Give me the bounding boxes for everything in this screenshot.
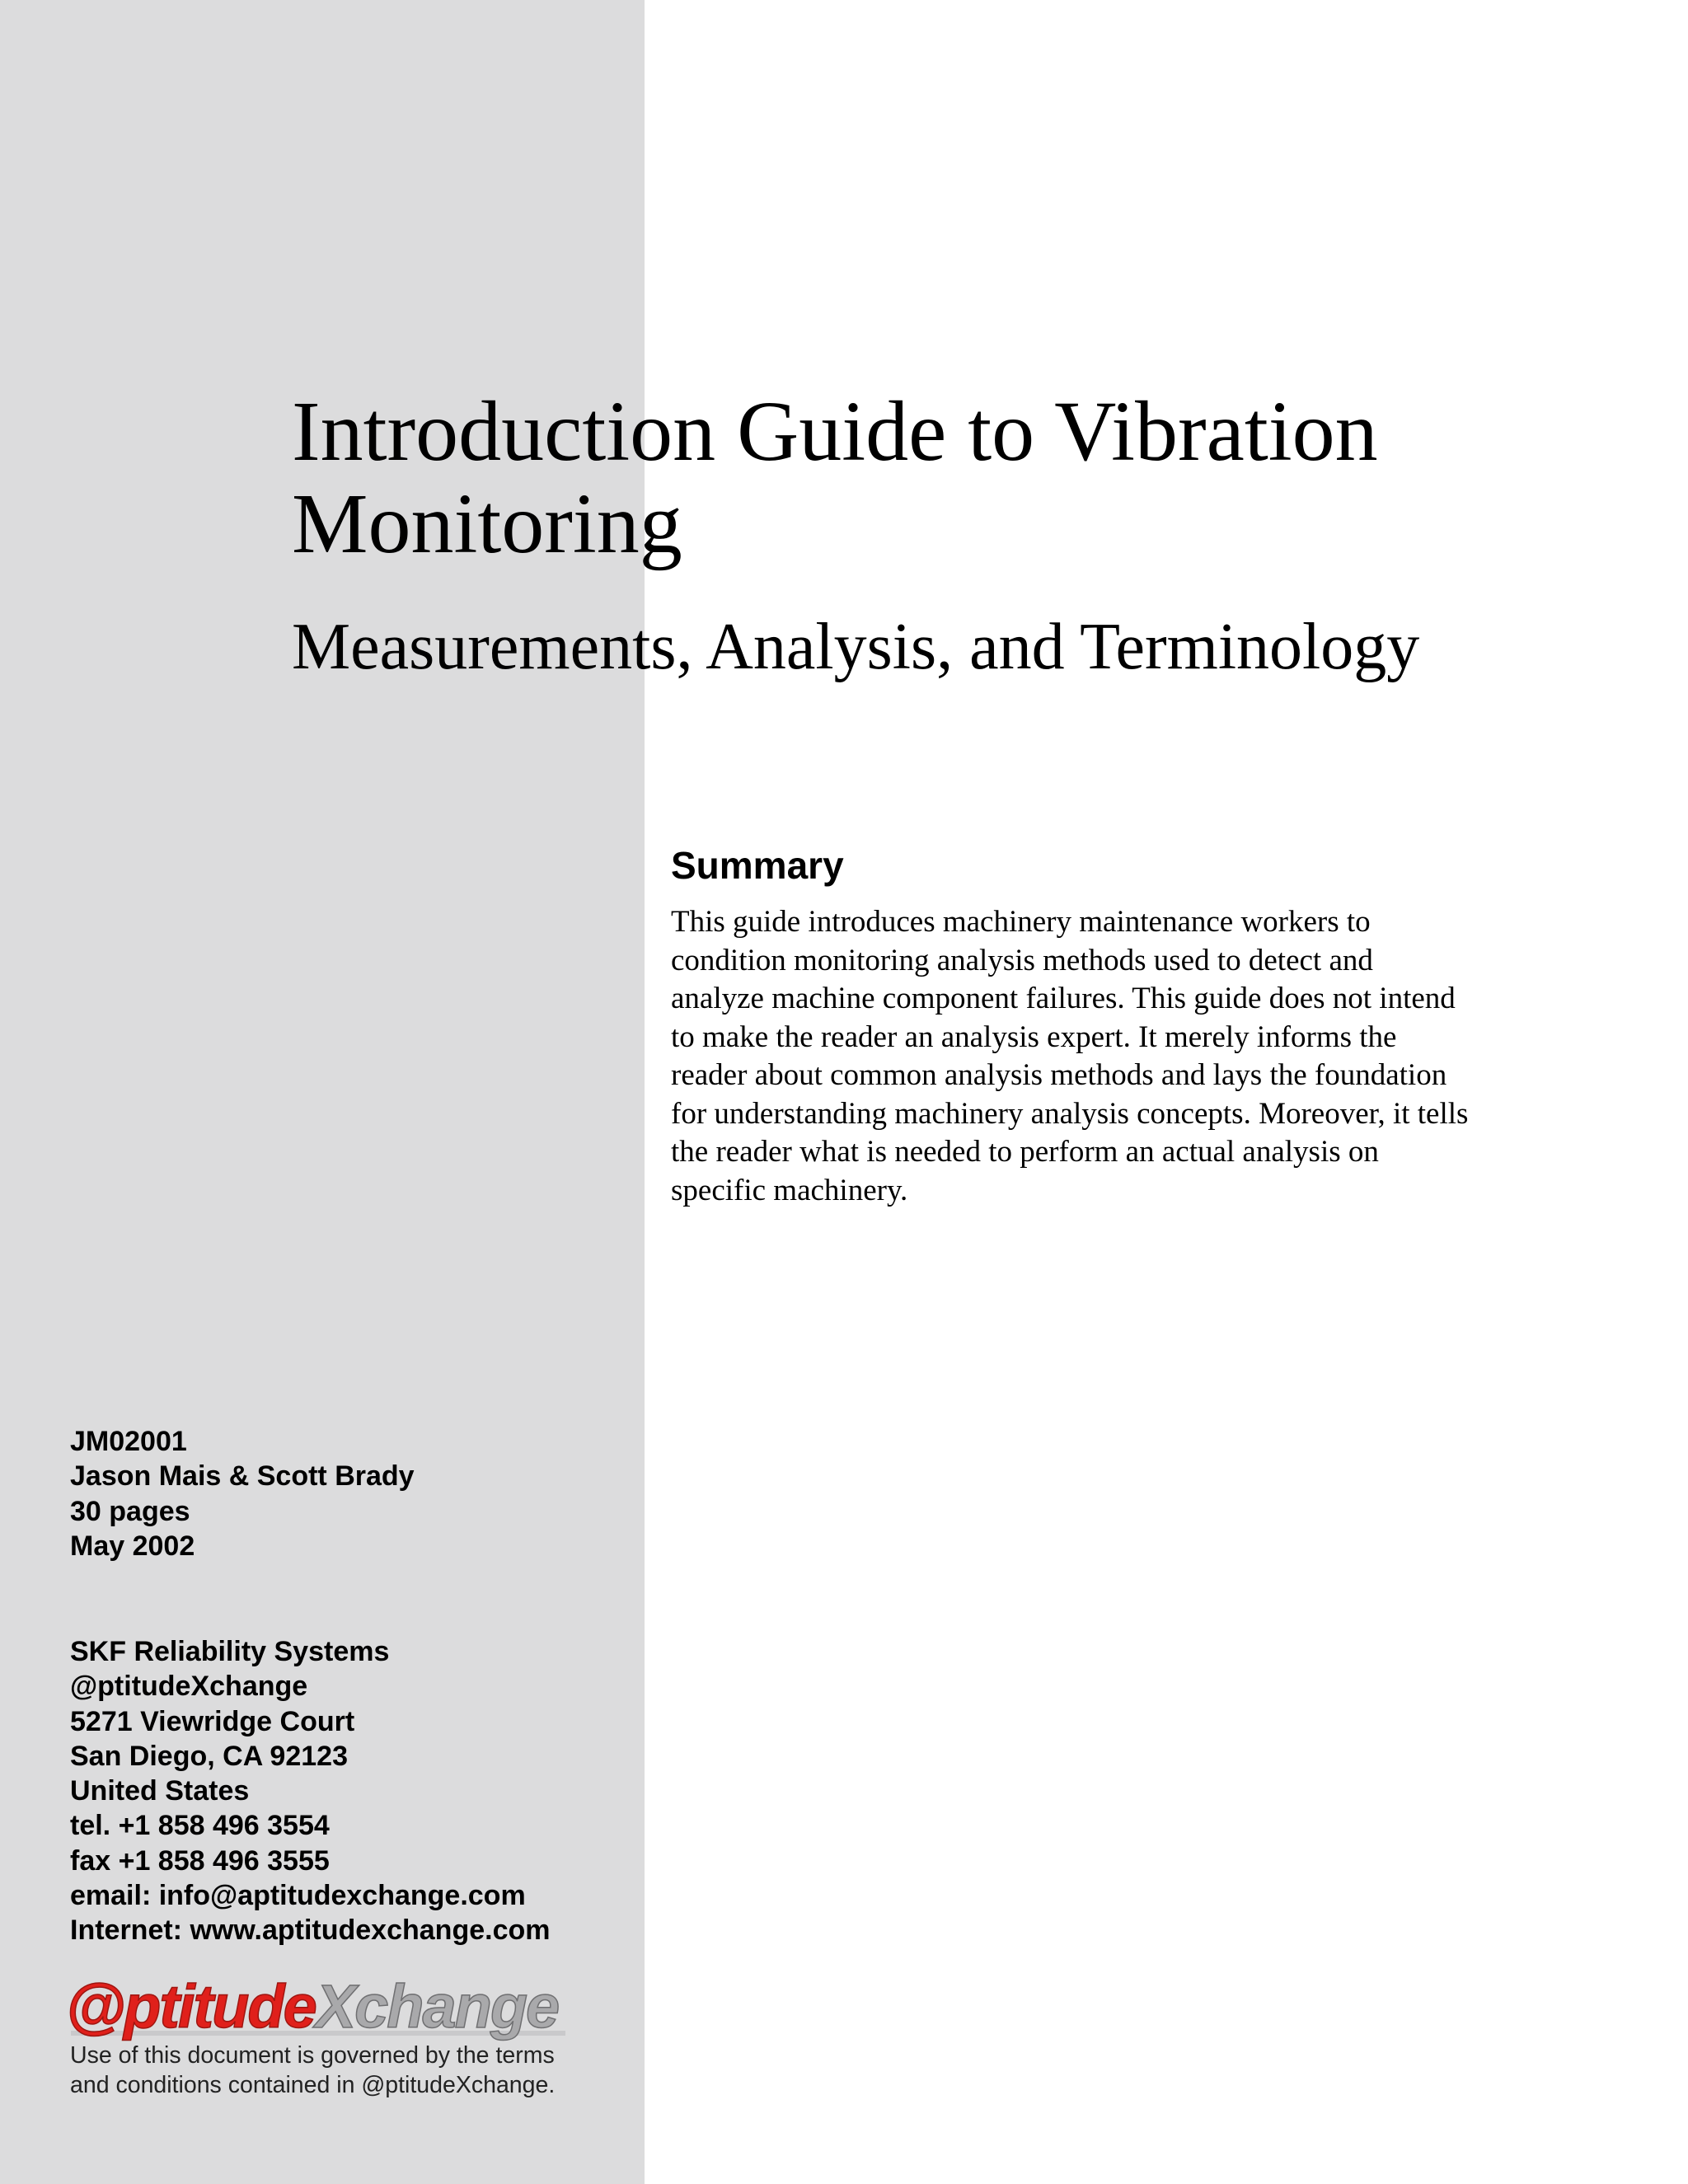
logo-wordmark bbox=[66, 1972, 559, 2041]
summary-line: reader about common analysis methods and lays the foundation bbox=[671, 1058, 1447, 1092]
document-title bbox=[292, 386, 1611, 570]
title-line-1: Introduction Guide to Vibration bbox=[292, 384, 1378, 479]
summary-text bbox=[671, 903, 1586, 1210]
aptitudexchange-logo bbox=[66, 1970, 593, 2044]
summary-line: for understanding machinery analysis concepts. Moreover, it tells bbox=[671, 1096, 1469, 1131]
logo-part-xchange: Xchange bbox=[315, 1972, 559, 2041]
summary-line: analyze machine component failures. This guide does not intend bbox=[671, 982, 1456, 1015]
logo-part-aptitude: @ptitude bbox=[66, 1972, 316, 2041]
summary-line: This guide introduces machinery maintenance workers to bbox=[671, 905, 1371, 939]
street-address: 5271 Viewridge Court bbox=[70, 1705, 355, 1737]
terms-line: and conditions contained in @ptitudeXchange. bbox=[70, 2072, 556, 2098]
summary-line: condition monitoring analysis methods used to detect and bbox=[671, 943, 1373, 977]
document-info bbox=[70, 1424, 415, 1563]
website-url: Internet: www.aptitudexchange.com bbox=[70, 1915, 551, 1947]
terms-notice bbox=[70, 2041, 555, 2100]
document-authors: Jason Mais & Scott Brady bbox=[70, 1460, 415, 1493]
company-name: SKF Reliability Systems bbox=[70, 1636, 390, 1667]
document-subtitle: Measurements, Analysis, and Terminology bbox=[292, 611, 1420, 683]
city-state-zip: San Diego, CA 92123 bbox=[70, 1740, 348, 1772]
email-address: email: info@aptitudexchange.com bbox=[70, 1880, 526, 1912]
summary-line: specific machinery. bbox=[671, 1173, 908, 1207]
summary-heading: Summary bbox=[671, 844, 844, 887]
document-id: JM02001 bbox=[70, 1426, 187, 1457]
country: United States bbox=[70, 1775, 250, 1807]
fax-number: fax +1 858 496 3555 bbox=[70, 1844, 330, 1877]
publication-date: May 2002 bbox=[70, 1530, 195, 1562]
brand-name: @ptitudeXchange bbox=[70, 1671, 308, 1703]
page-count: 30 pages bbox=[70, 1495, 190, 1527]
contact-address bbox=[70, 1634, 550, 1948]
summary-line: to make the reader an analysis expert. It merely informs the bbox=[671, 1019, 1397, 1054]
telephone: tel. +1 858 496 3554 bbox=[70, 1810, 330, 1842]
terms-line: Use of this document is governed by the terms bbox=[70, 2042, 555, 2069]
summary-line: the reader what is needed to perform an actual analysis on bbox=[671, 1135, 1379, 1169]
title-line-2: Monitoring bbox=[292, 476, 682, 571]
